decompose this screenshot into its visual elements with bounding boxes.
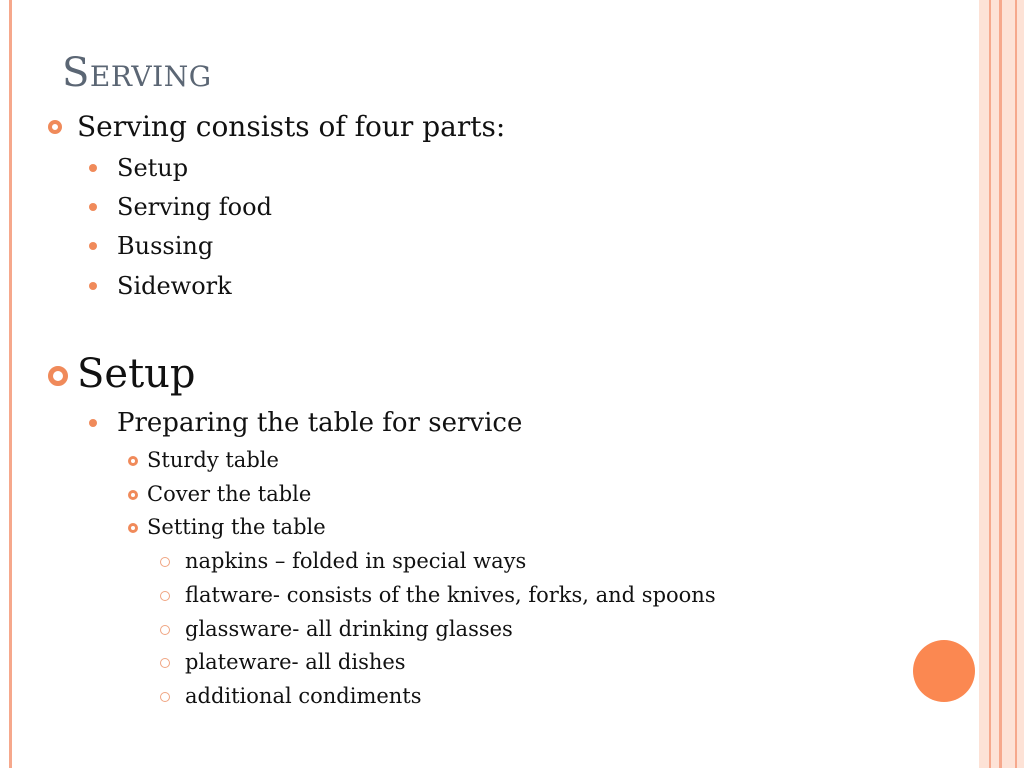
dot-bullet-icon <box>89 419 97 427</box>
part-item: Bussing <box>117 232 214 260</box>
accent-circle <box>913 640 975 702</box>
table-item: glassware- all drinking glasses <box>185 617 513 641</box>
setup-step: Sturdy table <box>147 448 279 472</box>
setup-step: Setting the table <box>147 515 326 539</box>
setup-heading: Setup <box>77 351 196 397</box>
table-item: flatware- consists of the knives, forks, and spoons <box>185 583 716 607</box>
part-item: Setup <box>117 154 189 182</box>
ring-bullet-icon <box>128 490 138 500</box>
hollow-bullet-icon <box>160 557 170 567</box>
hollow-bullet-icon <box>160 591 170 601</box>
hollow-bullet-icon <box>160 692 170 702</box>
right-edge-line <box>989 0 991 768</box>
setup-step: Cover the table <box>147 482 312 506</box>
dot-bullet-icon <box>89 164 97 172</box>
hollow-bullet-icon <box>160 625 170 635</box>
setup-point: Preparing the table for service <box>117 408 523 438</box>
right-edge-band <box>979 0 1024 768</box>
dot-bullet-icon <box>89 282 97 290</box>
right-edge-line <box>1015 0 1017 768</box>
intro-text: Serving consists of four parts: <box>77 110 506 143</box>
table-item: additional condiments <box>185 684 422 708</box>
hollow-bullet-icon <box>160 658 170 668</box>
ring-bullet-icon <box>48 366 68 386</box>
slide-title: Serving <box>62 50 212 96</box>
ring-bullet-icon <box>128 456 138 466</box>
dot-bullet-icon <box>89 203 97 211</box>
left-edge-line <box>9 0 12 768</box>
dot-bullet-icon <box>89 242 97 250</box>
part-item: Sidework <box>117 272 232 300</box>
right-edge-line <box>999 0 1002 768</box>
table-item: plateware- all dishes <box>185 650 406 674</box>
ring-bullet-icon <box>128 523 138 533</box>
table-item: napkins – folded in special ways <box>185 549 527 573</box>
part-item: Serving food <box>117 193 272 221</box>
ring-bullet-icon <box>48 120 62 134</box>
